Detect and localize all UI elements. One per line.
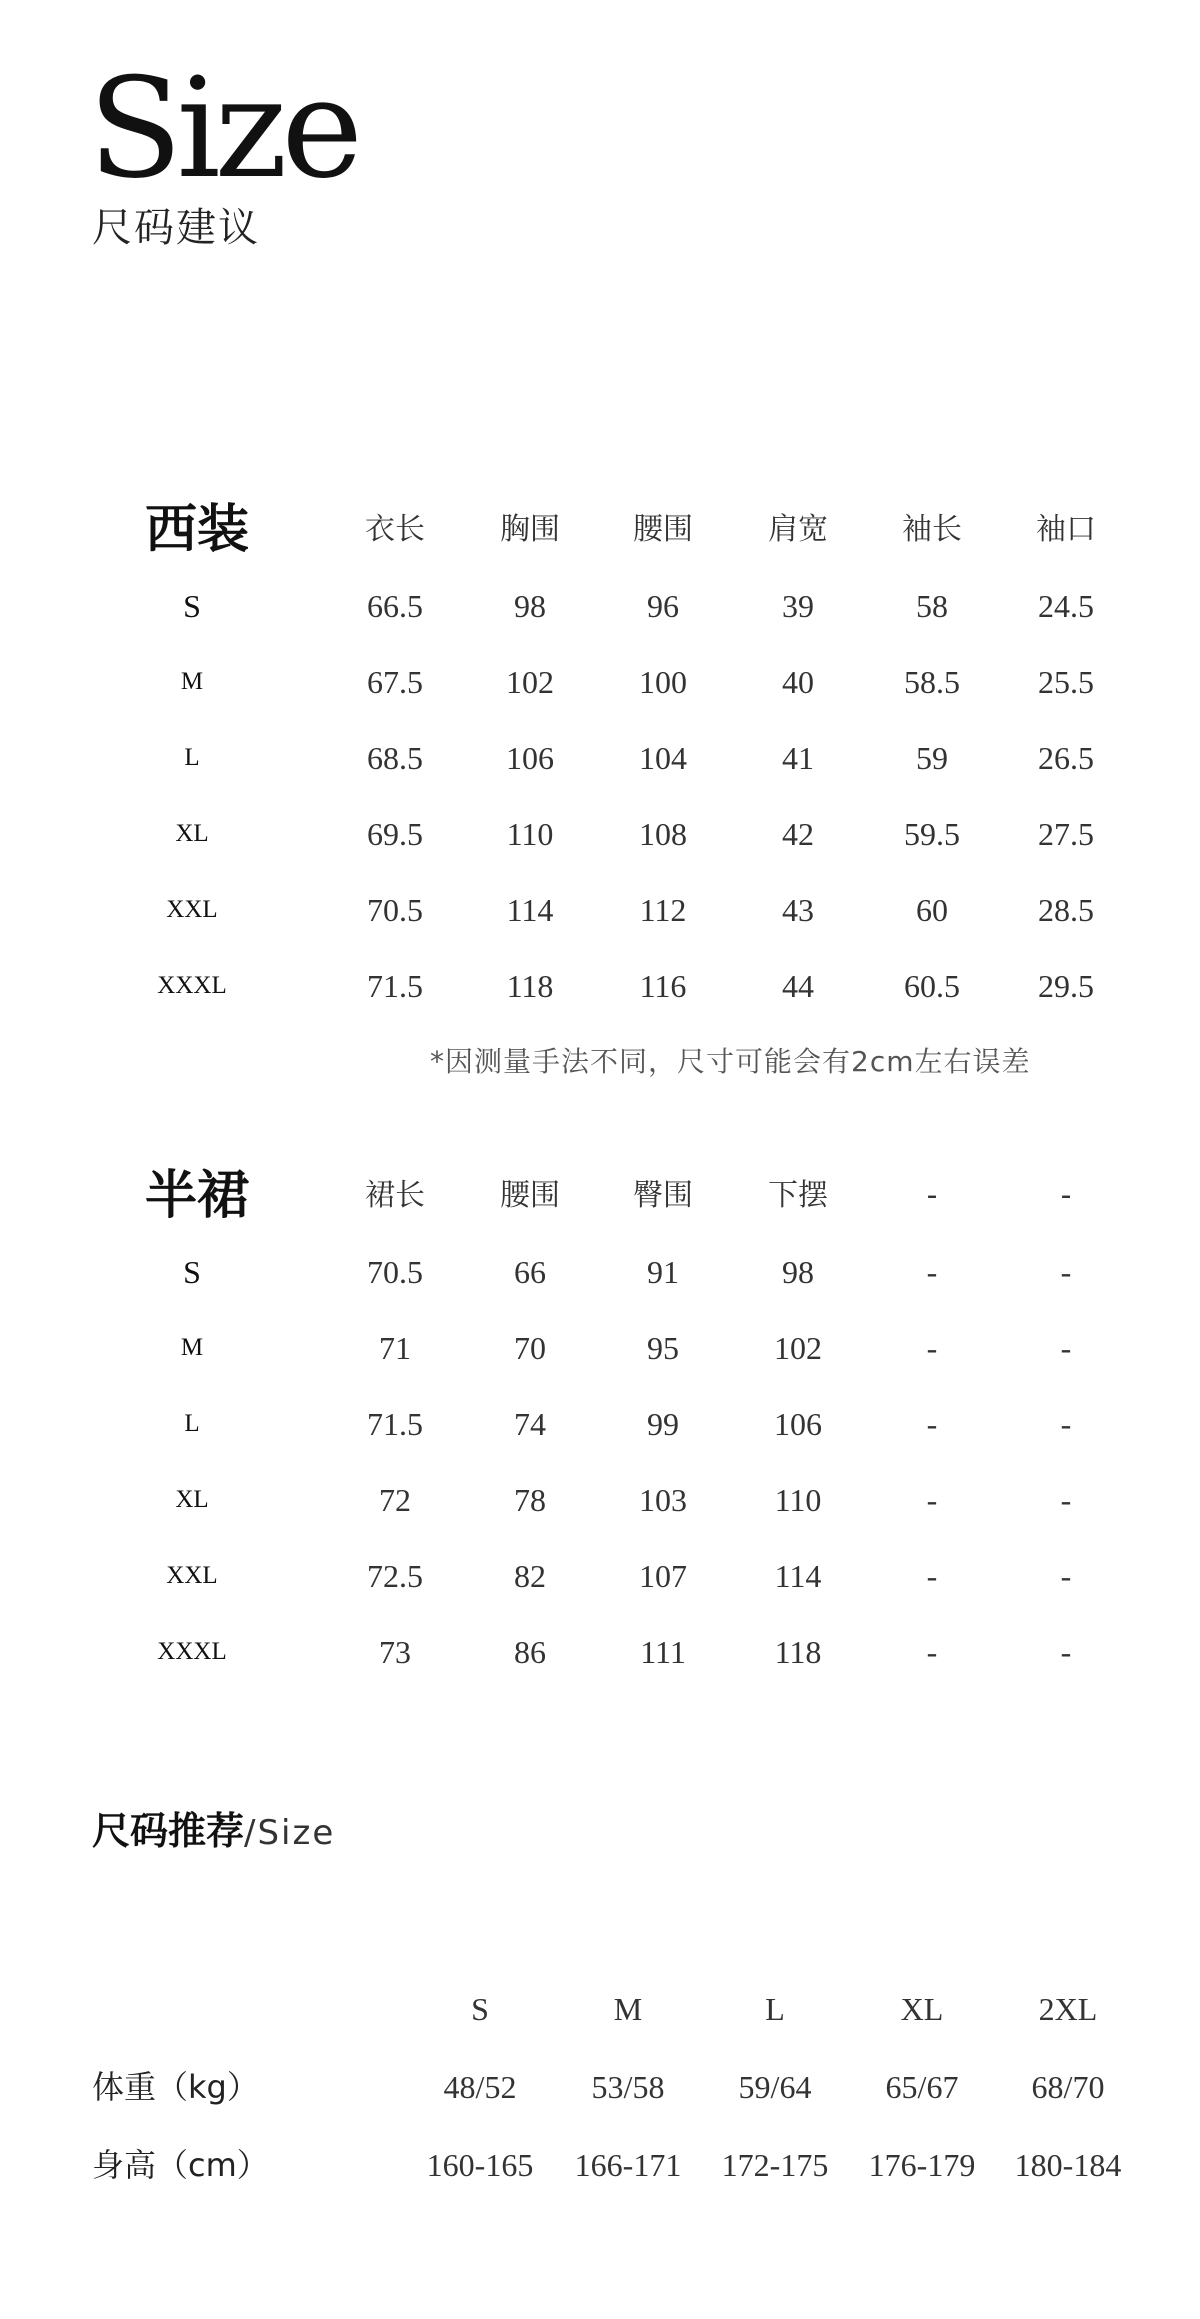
table-cell: 71.5 xyxy=(367,1406,423,1442)
size-label: L xyxy=(184,744,200,771)
table-cell: 160-165 xyxy=(426,2147,534,2183)
table-cell: 172-175 xyxy=(721,2147,829,2183)
table-cell: 114 xyxy=(774,1558,822,1594)
size-label: S xyxy=(183,588,201,624)
table-cell: 68.5 xyxy=(367,740,423,776)
table-cell: 29.5 xyxy=(1038,968,1094,1004)
table-cell: - xyxy=(926,1406,938,1442)
table-cell: 26.5 xyxy=(1038,740,1094,776)
table-cell: 180-184 xyxy=(1014,2147,1122,2183)
column-header: XL xyxy=(900,1991,944,2027)
table-cell: 28.5 xyxy=(1038,892,1094,928)
table-cell: 114 xyxy=(506,892,554,928)
table-row xyxy=(0,2048,1200,2126)
table-cell: 74 xyxy=(514,1406,546,1442)
table-cell: 95 xyxy=(647,1330,679,1366)
table-cell: 66 xyxy=(514,1254,546,1290)
table-cell: 69.5 xyxy=(367,816,423,852)
table-cell: 166-171 xyxy=(574,2147,682,2183)
table-cell: 41 xyxy=(782,740,814,776)
table-cell: 112 xyxy=(639,892,687,928)
table-row xyxy=(0,1386,1200,1462)
table-cell: 100 xyxy=(639,664,687,700)
section-name: 半裙 xyxy=(144,1166,249,1226)
column-header: M xyxy=(613,1991,643,2027)
table-cell: 118 xyxy=(506,968,554,1004)
table-cell: 78 xyxy=(514,1482,546,1518)
column-header: 腰围 xyxy=(633,512,693,547)
table-cell: - xyxy=(1060,1406,1072,1442)
table-row xyxy=(0,872,1200,948)
measurement-note: *因测量手法不同，尺寸可能会有2cm左右误差 xyxy=(430,1045,1031,1078)
skirt-size-table xyxy=(0,1158,1200,1690)
column-header: 2XL xyxy=(1038,1991,1098,2027)
row-label: 体重（kg） xyxy=(92,2068,259,2106)
column-header: 袖口 xyxy=(1036,512,1096,547)
size-label: XXL xyxy=(166,896,218,923)
size-label: XXXL xyxy=(157,1638,227,1665)
size-label: XXXL xyxy=(157,972,227,999)
table-cell: 116 xyxy=(639,968,687,1004)
column-header: L xyxy=(765,1991,785,2027)
table-cell: 53/58 xyxy=(591,2069,665,2105)
table-cell: - xyxy=(1060,1254,1072,1290)
table-cell: 72.5 xyxy=(367,1558,423,1594)
table-cell: 176-179 xyxy=(868,2147,976,2183)
table-cell: 24.5 xyxy=(1038,588,1094,624)
table-cell: - xyxy=(1060,1634,1072,1670)
table-cell: 42 xyxy=(782,816,814,852)
table-cell: 27.5 xyxy=(1038,816,1094,852)
column-header: 下摆 xyxy=(768,1178,828,1213)
table-cell: 106 xyxy=(506,740,554,776)
size-label: M xyxy=(180,668,204,695)
table-row xyxy=(0,720,1200,796)
column-header: - xyxy=(926,1178,938,1213)
recommend-title-en: /Size xyxy=(244,1813,336,1853)
table-row xyxy=(0,1614,1200,1690)
table-row xyxy=(0,2126,1200,2204)
suit-size-table xyxy=(0,492,1200,1024)
size-label: S xyxy=(183,1254,201,1290)
table-cell: 70.5 xyxy=(367,892,423,928)
table-row xyxy=(0,1310,1200,1386)
table-cell: 86 xyxy=(514,1634,546,1670)
table-cell: 39 xyxy=(782,588,814,624)
table-cell: 103 xyxy=(639,1482,687,1518)
table-cell: 70 xyxy=(514,1330,546,1366)
table-cell: 60 xyxy=(916,892,948,928)
column-header: - xyxy=(1060,1178,1072,1213)
table-cell: 110 xyxy=(774,1482,822,1518)
table-cell: 66.5 xyxy=(367,588,423,624)
table-cell: 25.5 xyxy=(1038,664,1094,700)
size-label: XL xyxy=(175,820,209,847)
table-cell: 67.5 xyxy=(367,664,423,700)
table-cell: 110 xyxy=(506,816,554,852)
recommend-header-row xyxy=(0,1970,1200,2048)
table-cell: 102 xyxy=(506,664,554,700)
table-cell: 40 xyxy=(782,664,814,700)
table-cell: 96 xyxy=(647,588,679,624)
column-header: 衣长 xyxy=(365,512,425,547)
table-cell: 82 xyxy=(514,1558,546,1594)
column-header: S xyxy=(471,1991,489,2027)
size-label: M xyxy=(180,1334,204,1361)
column-header: 袖长 xyxy=(902,512,962,547)
recommend-table xyxy=(0,1970,1200,2204)
table-cell: 104 xyxy=(639,740,687,776)
table-cell: 99 xyxy=(647,1406,679,1442)
table-cell: - xyxy=(1060,1330,1072,1366)
table-row xyxy=(0,948,1200,1024)
page-title: Size xyxy=(88,48,358,209)
table-row xyxy=(0,644,1200,720)
table-cell: 59 xyxy=(916,740,948,776)
table-cell: 48/52 xyxy=(443,2069,517,2105)
table-cell: 65/67 xyxy=(885,2069,959,2105)
table-cell: - xyxy=(926,1254,938,1290)
table-cell: - xyxy=(926,1482,938,1518)
table-cell: 59/64 xyxy=(738,2069,812,2105)
table-header-row xyxy=(0,1158,1200,1234)
table-cell: - xyxy=(926,1330,938,1366)
table-cell: 70.5 xyxy=(367,1254,423,1290)
table-row xyxy=(0,568,1200,644)
section-name: 西装 xyxy=(144,500,249,560)
column-header: 臀围 xyxy=(633,1178,693,1213)
column-header: 肩宽 xyxy=(768,512,828,547)
row-label: 身高（cm） xyxy=(92,2146,269,2184)
recommend-title xyxy=(92,1800,335,1855)
table-cell: 111 xyxy=(640,1634,686,1670)
table-cell: 71 xyxy=(379,1330,411,1366)
table-cell: 73 xyxy=(379,1634,411,1670)
table-cell: 58 xyxy=(916,588,948,624)
size-label: XL xyxy=(175,1486,209,1513)
column-header: 裙长 xyxy=(365,1178,425,1213)
table-cell: 102 xyxy=(774,1330,822,1366)
table-cell: - xyxy=(1060,1558,1072,1594)
table-cell: 106 xyxy=(774,1406,822,1442)
table-row xyxy=(0,1538,1200,1614)
column-header: 腰围 xyxy=(500,1178,560,1213)
size-label: L xyxy=(184,1410,200,1437)
table-cell: 43 xyxy=(782,892,814,928)
table-cell: - xyxy=(926,1558,938,1594)
table-cell: 59.5 xyxy=(904,816,960,852)
table-cell: 118 xyxy=(774,1634,822,1670)
table-cell: 98 xyxy=(782,1254,814,1290)
table-cell: 60.5 xyxy=(904,968,960,1004)
table-cell: 44 xyxy=(782,968,814,1004)
table-cell: 68/70 xyxy=(1031,2069,1105,2105)
table-cell: 58.5 xyxy=(904,664,960,700)
table-cell: 72 xyxy=(379,1482,411,1518)
page-subtitle: 尺码建议 xyxy=(92,205,260,251)
column-header: 胸围 xyxy=(500,512,560,547)
table-cell: 71.5 xyxy=(367,968,423,1004)
table-cell: - xyxy=(926,1634,938,1670)
table-row xyxy=(0,1234,1200,1310)
table-cell: - xyxy=(1060,1482,1072,1518)
table-cell: 107 xyxy=(639,1558,687,1594)
table-cell: 91 xyxy=(647,1254,679,1290)
table-row xyxy=(0,796,1200,872)
size-label: XXL xyxy=(166,1562,218,1589)
table-header-row xyxy=(0,492,1200,568)
table-cell: 98 xyxy=(514,588,546,624)
table-row xyxy=(0,1462,1200,1538)
table-cell: 108 xyxy=(639,816,687,852)
recommend-title-cn: 尺码推荐 xyxy=(92,1809,245,1853)
